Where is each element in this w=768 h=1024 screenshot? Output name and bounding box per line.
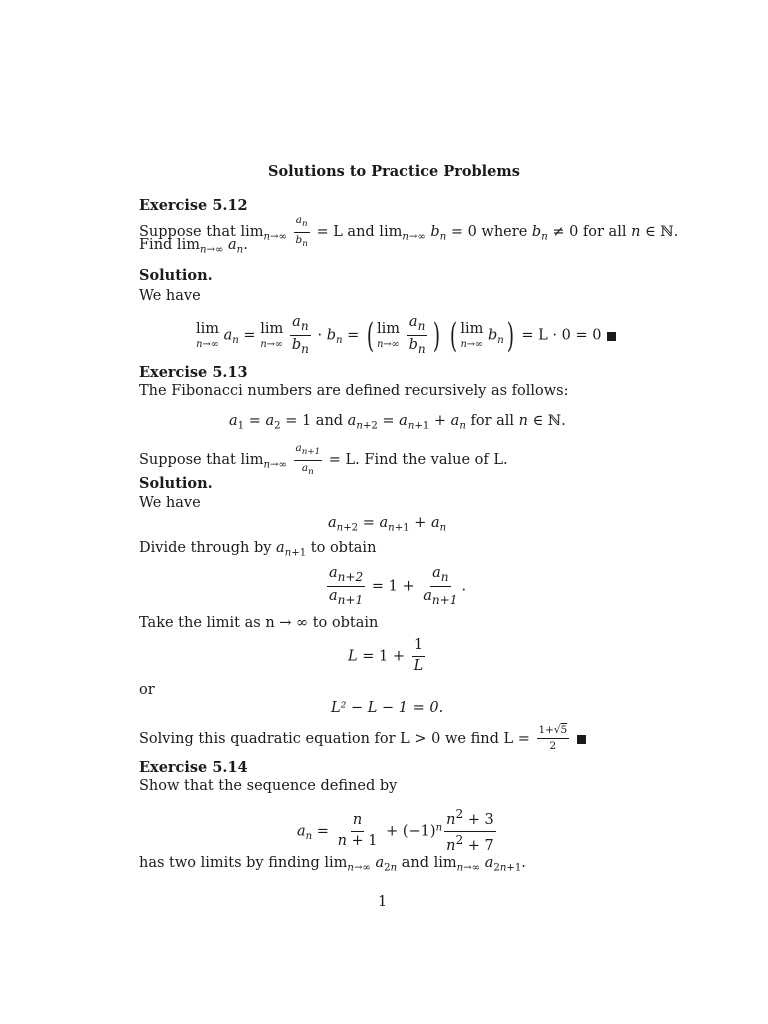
text: ∈ ℕ. xyxy=(645,224,679,241)
text: b xyxy=(430,224,440,241)
quadratic-solution: Solving this quadratic equation for L > 0 we find L = $\frac{1+√5}{2}$ xyxy=(139,725,586,753)
ratio-display: $\frac{a_{n+2}}{a_{n+1}}$ = 1 + $\frac{a_n}{a_{n+1}}$ . xyxy=(329,565,467,608)
recurrence-display: $a_{n+2} = a_{n+1} + a_n$ xyxy=(328,515,447,534)
text: Suppose that lim xyxy=(139,224,264,241)
solution-5-12-heading: Solution. xyxy=(139,267,213,284)
text: ≠ 0 for all xyxy=(552,224,627,241)
fibonacci-recurrence: $a_1 = a_2 = 1$ and $a_{n+2} = a_{n+1} + a_n$ for all n ∈ ℕ. xyxy=(229,413,566,432)
exercise-5-14-conclusion: has two limits by finding $\lim_{n\to\infty} a_{2n}$ and $\lim_{n\to\infty} a_{2n+1}$. xyxy=(139,855,526,874)
text: = L. Find the value of L. xyxy=(328,452,508,469)
exercise-5-12-statement: Suppose that $\lim_{n\to\infty}$ $\frac{a_n}{b_n}$ = L and $\lim_{n\to\infty} b_n = 0$ where $b_n \ne 0$ for all n ∈ ℕ. xyxy=(139,214,679,249)
limit-equation: L = 1 + $\frac{1}{L}$ xyxy=(348,637,424,674)
or-text: or xyxy=(139,682,155,698)
exercise-5-14-heading: Exercise 5.14 xyxy=(139,759,248,776)
qed-icon xyxy=(607,332,616,341)
solution-5-12-intro: We have xyxy=(139,288,201,304)
solution-5-13-intro: We have xyxy=(139,495,201,511)
text: has two limits by finding lim xyxy=(139,855,348,871)
page-title: Solutions to Practice Problems xyxy=(268,163,520,180)
divide-text: Divide through by $a_{n+1}$ to obtain xyxy=(139,540,377,559)
exercise-5-12-find: Find $\lim_{n\to\infty} a_n$. xyxy=(139,237,248,256)
exercise-5-13-statement: Suppose that $\lim_{n\to\infty}$ $\frac{a_{n+1}}{a_n}$ = L. Find the value of L. xyxy=(139,442,508,477)
text: Solving this quadratic equation for L > 0 we find L = xyxy=(139,730,530,747)
exercise-5-14-intro: Show that the sequence defined by xyxy=(139,778,398,794)
page-number: 1 xyxy=(378,894,388,910)
text: Divide through by xyxy=(139,540,272,556)
exercise-5-13-intro: The Fibonacci numbers are defined recursively as follows: xyxy=(139,383,569,399)
text: to obtain xyxy=(310,540,377,556)
exercise-5-12-heading: Exercise 5.12 xyxy=(139,197,248,214)
take-limit-text: Take the limit as n → ∞ to obtain xyxy=(139,615,379,631)
text: and lim xyxy=(401,855,457,871)
quadratic-equation: L² − L − 1 = 0. xyxy=(331,700,444,716)
text: for all xyxy=(470,413,515,429)
qed-icon xyxy=(577,735,586,744)
text: . xyxy=(243,237,248,253)
solution-5-12-display: lim n→∞ $a_n$ = lim n→∞ $\frac{a_n}{b_n}$ · $b_n$ = ( lim n→∞ $\frac{a_n}{b_n}$ ) ( lim n→∞ $b_n) = L \cdot 0 = 0$ xyxy=(196,315,616,356)
sequence-definition: $a_n$ = $\frac{n}{n + 1}$ + $(-1)^n$ $\frac{n^2 + 3}{n^2 + 7}$ xyxy=(297,807,494,854)
text: Find lim xyxy=(139,237,200,253)
exercise-5-13-heading: Exercise 5.13 xyxy=(139,364,248,381)
text: = L and lim xyxy=(316,224,403,241)
text: = L · 0 = 0 xyxy=(521,327,602,344)
text: Suppose that lim xyxy=(139,452,264,469)
text: = 0 where xyxy=(450,224,528,241)
solution-5-13-heading: Solution. xyxy=(139,475,213,492)
text: = 1 and xyxy=(285,413,344,429)
